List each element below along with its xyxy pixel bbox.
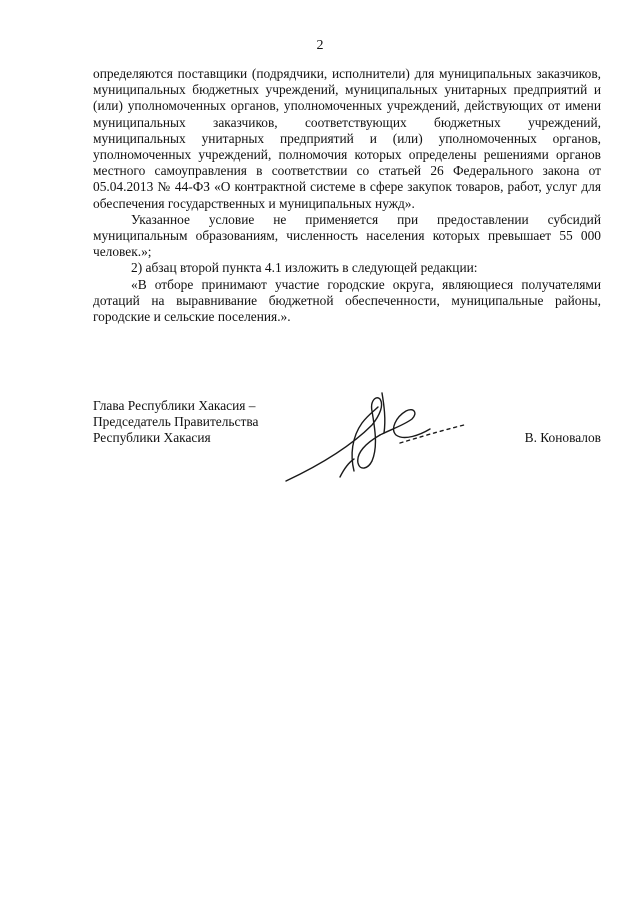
page-number: 2 bbox=[316, 38, 324, 53]
paragraph-continuation: определяются поставщики (подрядчики, исполнители) для муниципальных заказчиков, муниципальных бюджетных учреждений, муниципальных унитарных предприятий и (или) уполномоченных органов, уполномоченных учреждений, действующих от имени муниципальных заказчиков, соответствующих бюджетных учреждений, муниципальных унитарных предприятий и (или) уполномоченных органов, уполномоченных учреждений, полномочия которых определены решениями органов местного самоуправления в соответствии со статьей 26 Федерального закона от 05.04.2013 № 44-ФЗ «О контрактной системе в сфере закупок товаров, работ, услуг для обеспечения государственных и муниципальных нужд». bbox=[93, 66, 601, 211]
paragraph-exception: Указанное условие не применяется при предоставлении субсидий муниципальным образованиям, численность населения которых превышает 55 000 человек.»; bbox=[93, 211, 601, 260]
signatory-title-line: Председатель Правительства bbox=[93, 414, 259, 430]
paragraph-amendment-text: «В отборе принимают участие городские округа, являющиеся получателями дотаций на выравнивание бюджетной обеспеченности, муниципальные районы, городские и сельские поселения.». bbox=[93, 276, 601, 325]
paragraph-amendment-item: 2) абзац второй пункта 4.1 изложить в следующей редакции: bbox=[131, 260, 478, 276]
document-body bbox=[93, 66, 601, 325]
signatory-title-line: Республики Хакасия bbox=[93, 430, 211, 446]
signatory-title-line: Глава Республики Хакасия – bbox=[93, 398, 256, 413]
handwritten-signature bbox=[280, 385, 470, 490]
signatory-name: В. Коновалов bbox=[524, 430, 601, 445]
signatory-title bbox=[93, 398, 258, 447]
